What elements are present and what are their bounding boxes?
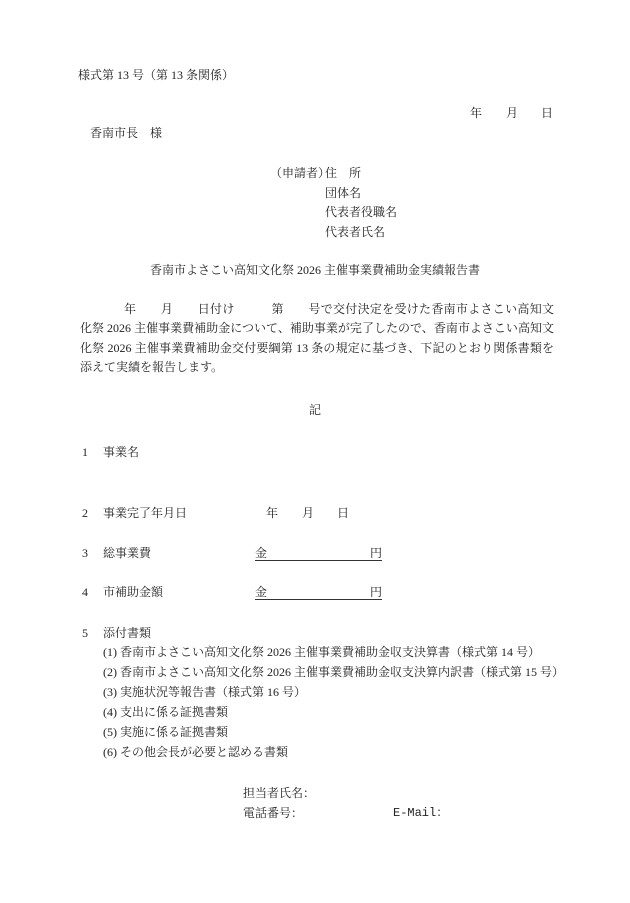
applicant-representative-name-label: 代表者氏名 [325, 225, 386, 239]
contact-phone-label: 電話番号： [243, 806, 304, 820]
contact-person-label: 担当者氏名： [243, 786, 316, 800]
completion-year: 年 [266, 506, 279, 520]
attachment-item: (5) 実施に係る証拠書類 [103, 725, 228, 739]
date-year: 年 [470, 106, 483, 120]
applicant-address-label: 住 所 [325, 166, 362, 180]
body-paragraph: 年 月 日付け 第 号で交付決定を受けた香南市よさこい高知文化祭 2026 主催事業費補助金について、補助事業が完了したので、香南市よさこい高知文化祭 2026 主催事業費補助金交付要綱第 13 条の規定に基づき、下記のとおり関係書類を添えて実績を報告します。 [80, 302, 554, 374]
document-title: 香南市よさこい高知文化祭 2026 主催事業費補助金実績報告書 [149, 263, 480, 277]
ki-heading: 記 [309, 403, 322, 417]
total-cost-field [255, 546, 382, 564]
item-number: 4 [82, 585, 88, 599]
applicant-representative-title-label: 代表者役職名 [325, 205, 398, 219]
attachment-item: (2) 香南市よさこい高知文化祭 2026 主催事業費補助金収支決算内訳書（様式第 15 号） [103, 665, 564, 679]
item-label-completion-date: 事業完了年月日 [103, 506, 188, 520]
yen-suffix: 円 [369, 585, 382, 599]
item-number: 2 [82, 506, 88, 520]
subsidy-amount-field [255, 585, 382, 603]
item-label-project-name: 事業名 [103, 445, 140, 459]
attachment-item: (6) その他会長が必要と認める書類 [103, 745, 288, 759]
yen-suffix: 円 [369, 546, 382, 560]
addressee: 香南市長 様 [90, 126, 163, 140]
item-number: 5 [82, 626, 88, 640]
item-label-attachments: 添付書類 [103, 626, 152, 640]
item-number: 1 [82, 445, 88, 459]
yen-prefix: 金 [255, 585, 268, 599]
completion-day: 日 [337, 506, 350, 520]
date-day: 日 [541, 106, 554, 120]
completion-month: 月 [302, 506, 315, 520]
contact-email-label: E-Mail： [393, 806, 449, 820]
date-month: 月 [506, 106, 519, 120]
yen-prefix: 金 [255, 546, 268, 560]
attachment-item: (3) 実施状況等報告書（様式第 16 号） [103, 685, 306, 699]
item-label-total-cost: 総事業費 [103, 546, 152, 560]
applicant-label: （申請者） [270, 166, 331, 180]
item-label-subsidy-amount: 市補助金額 [103, 585, 164, 599]
applicant-organization-label: 団体名 [325, 186, 362, 200]
item-number: 3 [82, 546, 88, 560]
form-number: 様式第 13 号（第 13 条関係） [78, 68, 235, 82]
attachment-item: (4) 支出に係る証拠書類 [103, 705, 228, 719]
attachment-item: (1) 香南市よさこい高知文化祭 2026 主催事業費補助金収支決算書（様式第 14 号） [103, 645, 540, 659]
